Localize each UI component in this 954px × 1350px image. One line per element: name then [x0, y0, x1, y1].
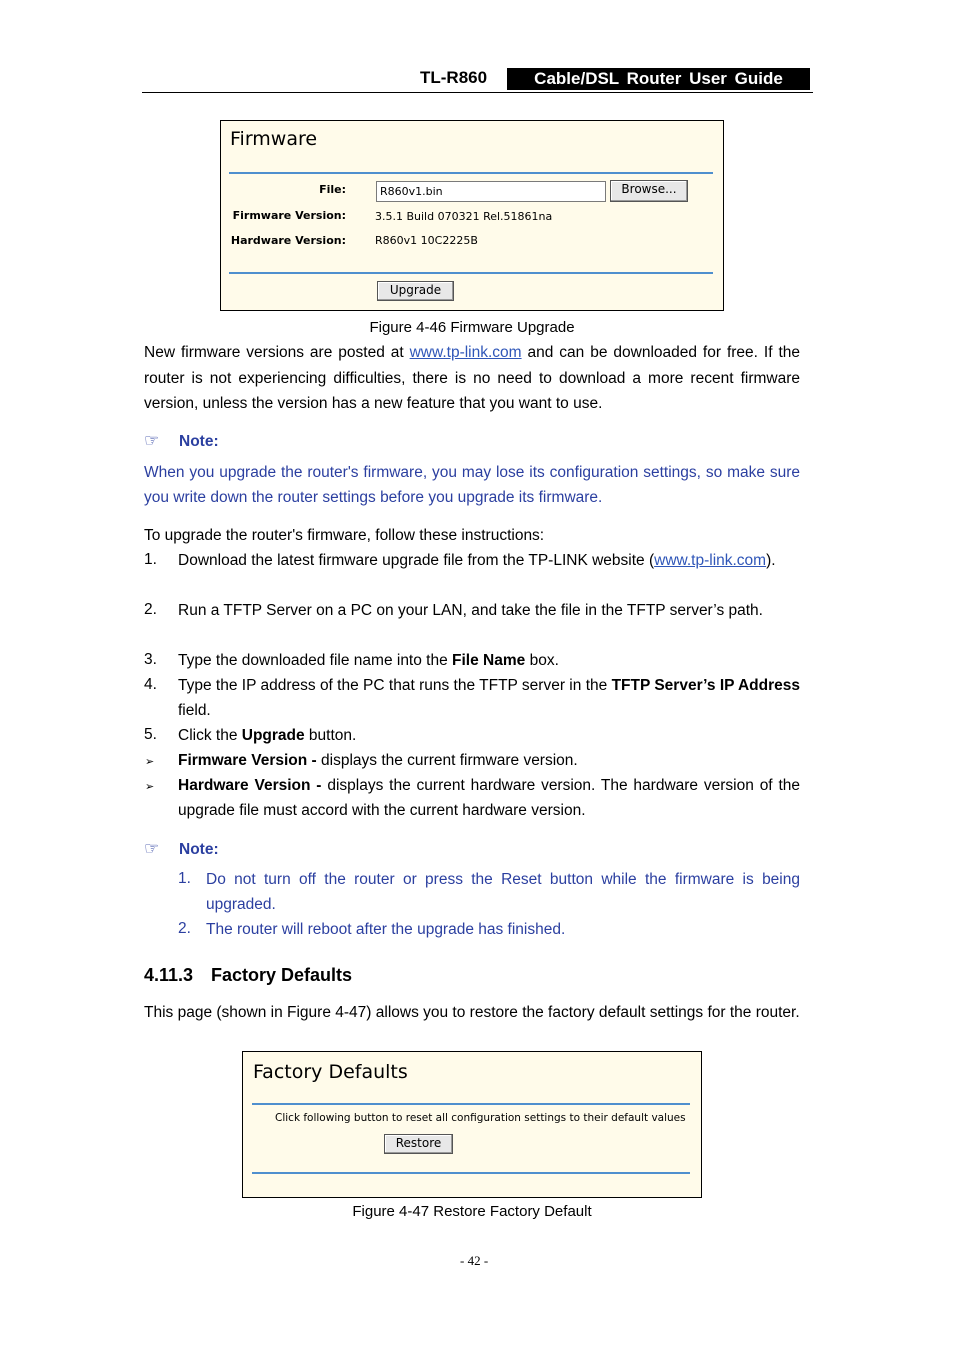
tp-link-link[interactable]: www.tp-link.com: [409, 344, 522, 361]
bullet-2-bold: Hardware Version -: [178, 777, 322, 794]
factory-bottom-rule: [252, 1172, 690, 1174]
step-5-pre: Click the: [178, 727, 242, 744]
bullet-firmware-version: [178, 748, 800, 773]
step-1-link[interactable]: www.tp-link.com: [654, 552, 767, 569]
section-title: Factory Defaults: [211, 965, 353, 985]
firmware-version-value: 3.5.1 Build 070321 Rel.51861na: [375, 210, 553, 223]
intro-paragraph: [144, 340, 800, 417]
step-1-text-b: ).: [766, 552, 776, 569]
note-1-label: Note:: [179, 433, 219, 450]
upgrade-button[interactable]: Upgrade: [377, 281, 454, 301]
firmware-panel: [220, 120, 724, 311]
note-2-item-1-text: Do not turn off the router or press the Reset button while the firmware is being upgraded.: [206, 871, 800, 913]
factory-message: Click following button to reset all configuration settings to their default values: [275, 1112, 686, 1124]
step-4-text: [178, 673, 800, 723]
note-2-item-2-number: 2.: [178, 920, 191, 937]
bullet-arrow-icon: ➢: [145, 781, 155, 793]
step-5-bold: Upgrade: [241, 727, 305, 744]
bullet-hardware-version: [178, 773, 800, 823]
firmware-version-label: Firmware Version:: [232, 209, 346, 222]
step-5-number: 5.: [144, 726, 157, 743]
factory-defaults-panel: [242, 1051, 702, 1198]
note-1-text: When you upgrade the router's firmware, you may lose its configuration settings, so make sure you write down the router settings before you upgrade its firmware.: [144, 464, 800, 506]
bullet-arrow-icon: ➢: [145, 756, 155, 768]
file-input[interactable]: R860v1.bin: [376, 181, 606, 202]
section-number: 4.11.3: [144, 965, 194, 985]
pointing-hand-icon: ☞: [144, 839, 160, 858]
factory-panel-title: Factory Defaults: [253, 1061, 408, 1083]
bullet-1-bold: Firmware Version -: [178, 752, 317, 769]
step-4-bold: TFTP Server’s IP Address: [611, 677, 800, 694]
hardware-version-value: R860v1 10C2225B: [375, 234, 478, 247]
page-number: - 42 -: [460, 1253, 489, 1268]
firmware-panel-title: Firmware: [230, 128, 318, 150]
factory-top-rule: [252, 1103, 690, 1105]
step-3-post: box.: [525, 652, 559, 669]
note-2-item-2-text: The router will reboot after the upgrade has finished.: [206, 921, 566, 938]
pointing-hand-icon: ☞: [144, 431, 160, 450]
step-1-number: 1.: [144, 551, 157, 568]
note-2-item-1-number: 1.: [178, 870, 191, 887]
firmware-top-rule: [229, 172, 713, 174]
step-1-text-a: Download the latest firmware upgrade file from the TP-LINK website (: [178, 552, 655, 569]
header-model: TL-R860: [420, 68, 488, 87]
intro-text-2: and can be downloaded for free. If the router is not experiencing difficulties, there is no need to download a more recent firmware version, unless the version has a new feature that you want to use.: [144, 344, 800, 412]
step-4-number: 4.: [144, 676, 157, 693]
step-5-post: button.: [304, 727, 357, 744]
step-3-pre: Type the downloaded file name into the: [178, 652, 453, 669]
step-4-pre: Type the IP address of the PC that runs the TFTP server in the: [178, 677, 612, 694]
step-3-bold: File Name: [452, 652, 526, 669]
step-4-post: field.: [178, 702, 211, 719]
file-label: File:: [319, 183, 346, 196]
header-title: Cable/DSL Router User Guide: [507, 68, 810, 90]
step-5-text: [178, 723, 800, 748]
step-2-text: Run a TFTP Server on a PC on your LAN, and take the file in the TFTP server’s path.: [178, 602, 763, 619]
bullet-2-text: displays the current hardware version. The hardware version of the upgrade file must accord with the current hardware version.: [178, 777, 800, 819]
header-rule: [142, 92, 813, 93]
firmware-bottom-rule: [229, 272, 713, 274]
intro-text-1: New firmware versions are posted at: [144, 344, 410, 361]
browse-button[interactable]: Browse...: [610, 180, 688, 202]
restore-button[interactable]: Restore: [384, 1134, 453, 1154]
step-3-text: [178, 648, 800, 673]
step-1-text: [178, 548, 800, 573]
step-3-number: 3.: [144, 651, 157, 668]
figure-4-46-caption: Figure 4-46 Firmware Upgrade: [369, 319, 575, 336]
hardware-version-label: Hardware Version:: [230, 234, 346, 247]
instructions-intro: To upgrade the router's firmware, follow these instructions:: [144, 527, 545, 544]
section-text: This page (shown in Figure 4-47) allows you to restore the factory default settings for the router.: [144, 1004, 800, 1021]
note-2-label: Note:: [179, 841, 219, 858]
step-2-number: 2.: [144, 601, 157, 618]
bullet-1-text: displays the current firmware version.: [316, 752, 578, 769]
figure-4-47-caption: Figure 4-47 Restore Factory Default: [352, 1203, 592, 1220]
